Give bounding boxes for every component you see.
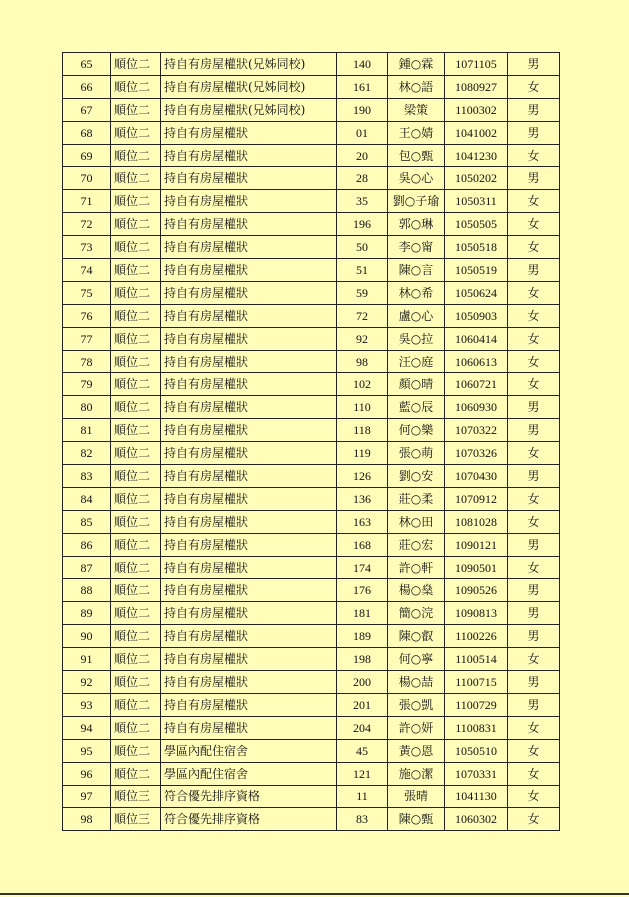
gender-cell: 男 [508, 53, 560, 76]
priority-order-cell: 順位二 [111, 167, 161, 190]
qualification-category-cell: 持自有房屋權狀(兄姊同校) [161, 75, 337, 98]
birth-date-cell: 1060721 [445, 373, 508, 396]
table-row [63, 442, 560, 465]
registration-code-cell: 45 [337, 739, 388, 762]
birth-date-cell: 1070331 [445, 762, 508, 785]
priority-order-cell: 順位二 [111, 396, 161, 419]
qualification-category-cell: 持自有房屋權狀 [161, 533, 337, 556]
student-name-cell: 汪○庭 [388, 350, 445, 373]
registration-code-cell: 72 [337, 304, 388, 327]
row-number-cell: 84 [63, 487, 111, 510]
student-name-cell: 何○樂 [388, 419, 445, 442]
student-name-cell: 何○寧 [388, 648, 445, 671]
birth-date-cell: 1070912 [445, 487, 508, 510]
priority-order-cell: 順位二 [111, 259, 161, 282]
qualification-category-cell: 持自有房屋權狀(兄姊同校) [161, 98, 337, 121]
birth-date-cell: 1070326 [445, 442, 508, 465]
registration-code-cell: 121 [337, 762, 388, 785]
roster-table [62, 52, 560, 831]
registration-code-cell: 119 [337, 442, 388, 465]
student-name-cell: 劉○子瑜 [388, 190, 445, 213]
gender-cell: 男 [508, 625, 560, 648]
table-row [63, 144, 560, 167]
qualification-category-cell: 持自有房屋權狀 [161, 671, 337, 694]
student-name-cell: 許○軒 [388, 556, 445, 579]
table-row [63, 625, 560, 648]
table-row [63, 648, 560, 671]
registration-code-cell: 189 [337, 625, 388, 648]
gender-cell: 男 [508, 602, 560, 625]
row-number-cell: 71 [63, 190, 111, 213]
gender-cell: 女 [508, 808, 560, 831]
table-row [63, 602, 560, 625]
student-name-cell: 鍾○霖 [388, 53, 445, 76]
birth-date-cell: 1060613 [445, 350, 508, 373]
student-name-cell: 陳○甄 [388, 808, 445, 831]
priority-order-cell: 順位二 [111, 121, 161, 144]
birth-date-cell: 1090121 [445, 533, 508, 556]
priority-order-cell: 順位二 [111, 442, 161, 465]
table-row [63, 739, 560, 762]
student-name-cell: 施○潔 [388, 762, 445, 785]
student-name-cell: 莊○柔 [388, 487, 445, 510]
qualification-category-cell: 持自有房屋權狀 [161, 419, 337, 442]
birth-date-cell: 1041230 [445, 144, 508, 167]
priority-order-cell: 順位二 [111, 487, 161, 510]
table-row [63, 716, 560, 739]
priority-order-cell: 順位二 [111, 762, 161, 785]
student-name-cell: 陳○叡 [388, 625, 445, 648]
priority-order-cell: 順位二 [111, 144, 161, 167]
table-row [63, 75, 560, 98]
birth-date-cell: 1041002 [445, 121, 508, 144]
row-number-cell: 85 [63, 510, 111, 533]
birth-date-cell: 1060414 [445, 327, 508, 350]
student-name-cell: 梁策 [388, 98, 445, 121]
gender-cell: 女 [508, 762, 560, 785]
qualification-category-cell: 學區內配住宿舍 [161, 739, 337, 762]
birth-date-cell: 1090501 [445, 556, 508, 579]
priority-order-cell: 順位二 [111, 419, 161, 442]
table-row [63, 236, 560, 259]
priority-order-cell: 順位二 [111, 213, 161, 236]
student-name-cell: 吳○心 [388, 167, 445, 190]
priority-order-cell: 順位二 [111, 739, 161, 762]
row-number-cell: 68 [63, 121, 111, 144]
gender-cell: 男 [508, 465, 560, 488]
table-row [63, 556, 560, 579]
gender-cell: 女 [508, 716, 560, 739]
student-name-cell: 林○語 [388, 75, 445, 98]
gender-cell: 女 [508, 304, 560, 327]
table-row [63, 53, 560, 76]
row-number-cell: 80 [63, 396, 111, 419]
table-row [63, 419, 560, 442]
table-row [63, 121, 560, 144]
birth-date-cell: 1100715 [445, 671, 508, 694]
registration-code-cell: 190 [337, 98, 388, 121]
gender-cell: 女 [508, 213, 560, 236]
registration-code-cell: 201 [337, 693, 388, 716]
student-name-cell: 顏○晴 [388, 373, 445, 396]
row-number-cell: 94 [63, 716, 111, 739]
birth-date-cell: 1050518 [445, 236, 508, 259]
qualification-category-cell: 持自有房屋權狀 [161, 625, 337, 648]
birth-date-cell: 1070430 [445, 465, 508, 488]
registration-code-cell: 35 [337, 190, 388, 213]
qualification-category-cell: 持自有房屋權狀 [161, 556, 337, 579]
table-row [63, 510, 560, 533]
registration-code-cell: 51 [337, 259, 388, 282]
birth-date-cell: 1080927 [445, 75, 508, 98]
priority-order-cell: 順位二 [111, 671, 161, 694]
row-number-cell: 95 [63, 739, 111, 762]
student-name-cell: 楊○燊 [388, 579, 445, 602]
registration-code-cell: 174 [337, 556, 388, 579]
gender-cell: 女 [508, 144, 560, 167]
gender-cell: 男 [508, 671, 560, 694]
priority-order-cell: 順位二 [111, 350, 161, 373]
student-name-cell: 李○甯 [388, 236, 445, 259]
page-bottom-rule [0, 893, 629, 895]
birth-date-cell: 1050202 [445, 167, 508, 190]
row-number-cell: 70 [63, 167, 111, 190]
qualification-category-cell: 持自有房屋權狀 [161, 602, 337, 625]
gender-cell: 女 [508, 442, 560, 465]
registration-code-cell: 198 [337, 648, 388, 671]
birth-date-cell: 1050624 [445, 281, 508, 304]
priority-order-cell: 順位二 [111, 533, 161, 556]
gender-cell: 男 [508, 533, 560, 556]
registration-code-cell: 181 [337, 602, 388, 625]
birth-date-cell: 1060930 [445, 396, 508, 419]
table-row [63, 304, 560, 327]
gender-cell: 女 [508, 350, 560, 373]
gender-cell: 女 [508, 236, 560, 259]
table-row [63, 259, 560, 282]
qualification-category-cell: 持自有房屋權狀 [161, 716, 337, 739]
registration-code-cell: 98 [337, 350, 388, 373]
qualification-category-cell: 持自有房屋權狀 [161, 693, 337, 716]
gender-cell: 女 [508, 556, 560, 579]
priority-order-cell: 順位二 [111, 327, 161, 350]
gender-cell: 女 [508, 75, 560, 98]
student-name-cell: 簡○浣 [388, 602, 445, 625]
registration-code-cell: 176 [337, 579, 388, 602]
birth-date-cell: 1100729 [445, 693, 508, 716]
gender-cell: 男 [508, 121, 560, 144]
qualification-category-cell: 持自有房屋權狀 [161, 579, 337, 602]
registration-code-cell: 20 [337, 144, 388, 167]
gender-cell: 女 [508, 373, 560, 396]
row-number-cell: 69 [63, 144, 111, 167]
row-number-cell: 82 [63, 442, 111, 465]
qualification-category-cell: 持自有房屋權狀 [161, 259, 337, 282]
qualification-category-cell: 持自有房屋權狀(兄姊同校) [161, 53, 337, 76]
student-name-cell: 張○凱 [388, 693, 445, 716]
gender-cell: 女 [508, 190, 560, 213]
table-row [63, 373, 560, 396]
row-number-cell: 98 [63, 808, 111, 831]
student-name-cell: 郭○琳 [388, 213, 445, 236]
table-row [63, 762, 560, 785]
table-row [63, 533, 560, 556]
student-name-cell: 張○萌 [388, 442, 445, 465]
registration-code-cell: 01 [337, 121, 388, 144]
registration-code-cell: 163 [337, 510, 388, 533]
priority-order-cell: 順位二 [111, 281, 161, 304]
birth-date-cell: 1100302 [445, 98, 508, 121]
qualification-category-cell: 持自有房屋權狀 [161, 236, 337, 259]
registration-code-cell: 161 [337, 75, 388, 98]
qualification-category-cell: 持自有房屋權狀 [161, 167, 337, 190]
student-name-cell: 林○希 [388, 281, 445, 304]
birth-date-cell: 1090813 [445, 602, 508, 625]
birth-date-cell: 1050903 [445, 304, 508, 327]
birth-date-cell: 1090526 [445, 579, 508, 602]
registration-code-cell: 126 [337, 465, 388, 488]
student-name-cell: 劉○安 [388, 465, 445, 488]
registration-code-cell: 50 [337, 236, 388, 259]
qualification-category-cell: 持自有房屋權狀 [161, 190, 337, 213]
priority-order-cell: 順位二 [111, 625, 161, 648]
table-row [63, 487, 560, 510]
row-number-cell: 79 [63, 373, 111, 396]
student-name-cell: 盧○心 [388, 304, 445, 327]
qualification-category-cell: 持自有房屋權狀 [161, 304, 337, 327]
qualification-category-cell: 持自有房屋權狀 [161, 465, 337, 488]
table-row [63, 98, 560, 121]
gender-cell: 女 [508, 327, 560, 350]
qualification-category-cell: 持自有房屋權狀 [161, 350, 337, 373]
student-name-cell: 莊○宏 [388, 533, 445, 556]
student-name-cell: 吳○拉 [388, 327, 445, 350]
student-name-cell: 王○婧 [388, 121, 445, 144]
qualification-category-cell: 持自有房屋權狀 [161, 327, 337, 350]
priority-order-cell: 順位二 [111, 373, 161, 396]
row-number-cell: 96 [63, 762, 111, 785]
table-row [63, 190, 560, 213]
birth-date-cell: 1050505 [445, 213, 508, 236]
student-name-cell: 包○甄 [388, 144, 445, 167]
table-row [63, 167, 560, 190]
priority-order-cell: 順位二 [111, 304, 161, 327]
student-name-cell: 陳○言 [388, 259, 445, 282]
row-number-cell: 92 [63, 671, 111, 694]
gender-cell: 女 [508, 785, 560, 808]
row-number-cell: 90 [63, 625, 111, 648]
registration-code-cell: 140 [337, 53, 388, 76]
table-row [63, 396, 560, 419]
row-number-cell: 89 [63, 602, 111, 625]
birth-date-cell: 1100514 [445, 648, 508, 671]
qualification-category-cell: 持自有房屋權狀 [161, 144, 337, 167]
gender-cell: 男 [508, 419, 560, 442]
registration-code-cell: 196 [337, 213, 388, 236]
priority-order-cell: 順位三 [111, 808, 161, 831]
row-number-cell: 86 [63, 533, 111, 556]
birth-date-cell: 1050519 [445, 259, 508, 282]
qualification-category-cell: 持自有房屋權狀 [161, 373, 337, 396]
table-row [63, 785, 560, 808]
qualification-category-cell: 持自有房屋權狀 [161, 213, 337, 236]
row-number-cell: 72 [63, 213, 111, 236]
priority-order-cell: 順位二 [111, 510, 161, 533]
table-row [63, 281, 560, 304]
gender-cell: 女 [508, 487, 560, 510]
student-name-cell: 楊○喆 [388, 671, 445, 694]
row-number-cell: 67 [63, 98, 111, 121]
student-name-cell: 林○田 [388, 510, 445, 533]
table-row [63, 350, 560, 373]
table-row [63, 808, 560, 831]
priority-order-cell: 順位二 [111, 602, 161, 625]
birth-date-cell: 1081028 [445, 510, 508, 533]
registration-code-cell: 59 [337, 281, 388, 304]
priority-order-cell: 順位二 [111, 190, 161, 213]
student-name-cell: 許○妍 [388, 716, 445, 739]
birth-date-cell: 1071105 [445, 53, 508, 76]
priority-order-cell: 順位二 [111, 465, 161, 488]
roster-body [63, 53, 560, 831]
row-number-cell: 75 [63, 281, 111, 304]
priority-order-cell: 順位二 [111, 716, 161, 739]
row-number-cell: 65 [63, 53, 111, 76]
row-number-cell: 87 [63, 556, 111, 579]
birth-date-cell: 1050311 [445, 190, 508, 213]
row-number-cell: 74 [63, 259, 111, 282]
gender-cell: 女 [508, 510, 560, 533]
registration-code-cell: 118 [337, 419, 388, 442]
student-name-cell: 藍○辰 [388, 396, 445, 419]
registration-code-cell: 102 [337, 373, 388, 396]
qualification-category-cell: 符合優先排序資格 [161, 785, 337, 808]
priority-order-cell: 順位二 [111, 693, 161, 716]
priority-order-cell: 順位二 [111, 75, 161, 98]
gender-cell: 女 [508, 281, 560, 304]
priority-order-cell: 順位二 [111, 579, 161, 602]
row-number-cell: 78 [63, 350, 111, 373]
gender-cell: 女 [508, 739, 560, 762]
row-number-cell: 88 [63, 579, 111, 602]
registration-code-cell: 83 [337, 808, 388, 831]
qualification-category-cell: 持自有房屋權狀 [161, 442, 337, 465]
student-name-cell: 張晴 [388, 785, 445, 808]
birth-date-cell: 1100226 [445, 625, 508, 648]
qualification-category-cell: 持自有房屋權狀 [161, 396, 337, 419]
table-row [63, 213, 560, 236]
qualification-category-cell: 持自有房屋權狀 [161, 510, 337, 533]
priority-order-cell: 順位三 [111, 785, 161, 808]
table-row [63, 579, 560, 602]
gender-cell: 男 [508, 259, 560, 282]
priority-order-cell: 順位二 [111, 556, 161, 579]
table-row [63, 693, 560, 716]
row-number-cell: 81 [63, 419, 111, 442]
birth-date-cell: 1060302 [445, 808, 508, 831]
gender-cell: 女 [508, 648, 560, 671]
birth-date-cell: 1050510 [445, 739, 508, 762]
registration-code-cell: 200 [337, 671, 388, 694]
row-number-cell: 97 [63, 785, 111, 808]
row-number-cell: 73 [63, 236, 111, 259]
student-name-cell: 黃○恩 [388, 739, 445, 762]
qualification-category-cell: 符合優先排序資格 [161, 808, 337, 831]
registration-code-cell: 168 [337, 533, 388, 556]
row-number-cell: 77 [63, 327, 111, 350]
registration-code-cell: 92 [337, 327, 388, 350]
gender-cell: 男 [508, 693, 560, 716]
qualification-category-cell: 持自有房屋權狀 [161, 487, 337, 510]
birth-date-cell: 1100831 [445, 716, 508, 739]
birth-date-cell: 1041130 [445, 785, 508, 808]
registration-code-cell: 204 [337, 716, 388, 739]
registration-code-cell: 136 [337, 487, 388, 510]
gender-cell: 男 [508, 98, 560, 121]
row-number-cell: 91 [63, 648, 111, 671]
row-number-cell: 93 [63, 693, 111, 716]
birth-date-cell: 1070322 [445, 419, 508, 442]
table-row [63, 327, 560, 350]
priority-order-cell: 順位二 [111, 236, 161, 259]
gender-cell: 男 [508, 167, 560, 190]
row-number-cell: 66 [63, 75, 111, 98]
row-number-cell: 76 [63, 304, 111, 327]
row-number-cell: 83 [63, 465, 111, 488]
qualification-category-cell: 持自有房屋權狀 [161, 648, 337, 671]
qualification-category-cell: 持自有房屋權狀 [161, 121, 337, 144]
table-row [63, 465, 560, 488]
gender-cell: 男 [508, 396, 560, 419]
registration-code-cell: 110 [337, 396, 388, 419]
priority-order-cell: 順位二 [111, 53, 161, 76]
gender-cell: 男 [508, 579, 560, 602]
registration-code-cell: 28 [337, 167, 388, 190]
priority-order-cell: 順位二 [111, 648, 161, 671]
qualification-category-cell: 學區內配住宿舍 [161, 762, 337, 785]
qualification-category-cell: 持自有房屋權狀 [161, 281, 337, 304]
registration-code-cell: 11 [337, 785, 388, 808]
priority-order-cell: 順位二 [111, 98, 161, 121]
table-row [63, 671, 560, 694]
